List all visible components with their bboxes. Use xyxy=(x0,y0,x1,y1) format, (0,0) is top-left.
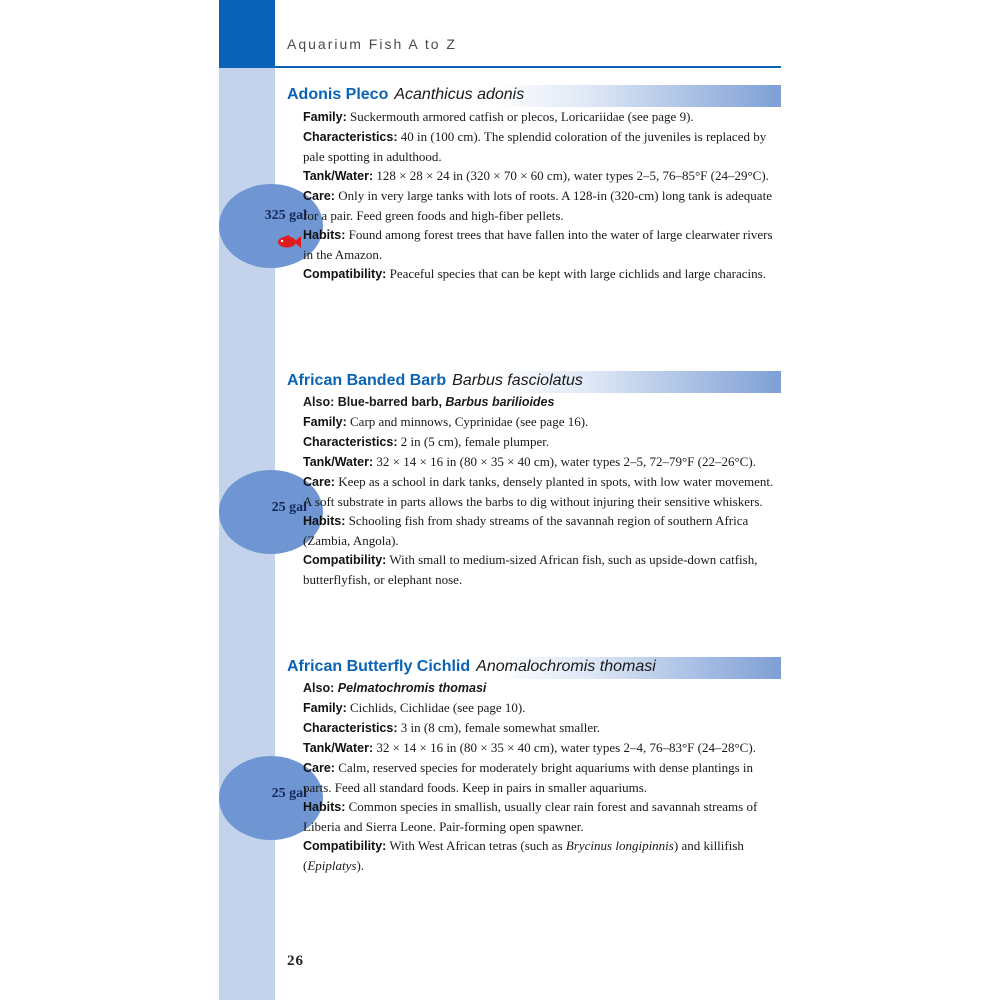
running-head: Aquarium Fish A to Z xyxy=(287,36,457,52)
header-rule xyxy=(219,66,781,68)
compatibility-line xyxy=(303,550,781,589)
habits-label: Habits: xyxy=(303,800,346,814)
family-line xyxy=(303,107,781,127)
characteristics-line xyxy=(303,718,781,738)
characteristics-line xyxy=(303,432,781,452)
compatibility-text: With West African tetras (such as xyxy=(389,838,563,853)
care-text: Keep as a school in dark tanks, densely planted in spots, with low water movement. A soft substrate in parts allows the barbs to dig without injuring their sensitive whiskers. xyxy=(303,474,774,509)
tank-line xyxy=(303,166,781,186)
entry-title xyxy=(287,86,524,104)
compatibility-text: Peaceful species that can be kept with large cichlids and large characins. xyxy=(389,266,766,281)
characteristics-text: 3 in (8 cm), female somewhat smaller. xyxy=(400,720,601,735)
family-label: Family: xyxy=(303,415,347,429)
characteristics-line xyxy=(303,127,781,166)
habits-line xyxy=(303,511,781,550)
care-line xyxy=(303,472,781,511)
also-line xyxy=(303,393,781,412)
also-common-name: Blue-barred barb, xyxy=(337,395,442,409)
compatibility-line xyxy=(303,836,781,875)
compatibility-text: ) and killifish ( xyxy=(303,838,744,873)
entry-body xyxy=(303,679,781,875)
compatibility-line xyxy=(303,264,781,284)
family-label: Family: xyxy=(303,110,347,124)
family-line xyxy=(303,698,781,718)
care-label: Care: xyxy=(303,761,335,775)
compatibility-text: ). xyxy=(356,858,365,873)
header-color-block xyxy=(219,0,275,68)
common-name: African Butterfly Cichlid xyxy=(287,658,471,675)
scientific-name: Acanthicus adonis xyxy=(394,86,525,103)
tank-size-label: 325 gal xyxy=(264,208,307,223)
tank-label: Tank/Water: xyxy=(303,741,374,755)
also-label: Also: xyxy=(303,395,335,409)
entry-title-bar xyxy=(287,85,781,107)
tank-label: Tank/Water: xyxy=(303,455,374,469)
care-label: Care: xyxy=(303,475,335,489)
habits-text: Found among forest trees that have fallen into the water of large clearwater rivers in the Amazon. xyxy=(303,227,773,262)
tank-text: 32 × 14 × 16 in (80 × 35 × 40 cm), water types 2–5, 72–79°F (22–26°C). xyxy=(376,454,756,469)
entry-body xyxy=(303,107,781,284)
fish-entry xyxy=(287,85,781,284)
characteristics-text: 2 in (5 cm), female plumper. xyxy=(400,434,550,449)
family-text: Suckermouth armored catfish or plecos, Loricariidae (see page 9). xyxy=(350,109,694,124)
tank-size-label: 25 gal xyxy=(271,786,307,801)
care-line xyxy=(303,186,781,225)
characteristics-label: Characteristics: xyxy=(303,721,398,735)
scientific-name: Barbus fasciolatus xyxy=(452,372,583,389)
entry-title-bar xyxy=(287,657,781,679)
fish-entry xyxy=(287,657,781,875)
family-line xyxy=(303,412,781,432)
characteristics-label: Characteristics: xyxy=(303,435,398,449)
compatibility-text: With small to medium-sized African fish, such as upside-down catfish, butterflyfish, or elephant nose. xyxy=(303,552,758,587)
habits-text: Schooling fish from shady streams of the savannah region of southern Africa (Zambia, Angola). xyxy=(303,513,749,548)
family-label: Family: xyxy=(303,701,347,715)
entry-title xyxy=(287,658,656,676)
also-scientific-name: Pelmatochromis thomasi xyxy=(337,681,487,695)
habits-line xyxy=(303,225,781,264)
compatibility-scientific-name: Brycinus longipinnis xyxy=(565,838,674,853)
fish-entry xyxy=(287,371,781,589)
common-name: African Banded Barb xyxy=(287,372,447,389)
common-name: Adonis Pleco xyxy=(287,86,389,103)
also-scientific-name: Barbus barilioides xyxy=(445,395,555,409)
compatibility-label: Compatibility: xyxy=(303,839,387,853)
family-text: Carp and minnows, Cyprinidae (see page 16). xyxy=(350,414,589,429)
compatibility-label: Compatibility: xyxy=(303,267,387,281)
entry-title xyxy=(287,372,583,390)
characteristics-text: 40 in (100 cm). The splendid coloration of the juveniles is replaced by pale spotting in adulthood. xyxy=(303,129,767,164)
habits-text: Common species in smallish, usually clear rain forest and savannah streams of Liberia and Sierra Leone. Pair-forming open spawner. xyxy=(303,799,758,834)
care-line xyxy=(303,758,781,797)
tank-text: 32 × 14 × 16 in (80 × 35 × 40 cm), water types 2–4, 76–83°F (24–28°C). xyxy=(376,740,756,755)
also-label: Also: xyxy=(303,681,335,695)
also-line xyxy=(303,679,781,698)
tank-line xyxy=(303,738,781,758)
page-number: 26 xyxy=(287,953,304,969)
tank-line xyxy=(303,452,781,472)
entry-body xyxy=(303,393,781,589)
habits-label: Habits: xyxy=(303,228,346,242)
characteristics-label: Characteristics: xyxy=(303,130,398,144)
tank-label: Tank/Water: xyxy=(303,169,374,183)
compatibility-scientific-name: Epiplatys xyxy=(307,858,357,873)
care-label: Care: xyxy=(303,189,335,203)
entry-title-bar xyxy=(287,371,781,393)
family-text: Cichlids, Cichlidae (see page 10). xyxy=(350,700,526,715)
care-text: Only in very large tanks with lots of roots. A 128-in (320-cm) long tank is adequate for a pair. Feed green foods and high-fiber pellets. xyxy=(303,188,772,223)
care-text: Calm, reserved species for moderately bright aquariums with dense plantings in parts. Feed all standard foods. Keep in pairs in smaller aquariums. xyxy=(303,760,754,795)
habits-line xyxy=(303,797,781,836)
compatibility-label: Compatibility: xyxy=(303,553,387,567)
tank-size-label: 25 gal xyxy=(271,500,307,515)
habits-label: Habits: xyxy=(303,514,346,528)
scientific-name: Anomalochromis thomasi xyxy=(476,658,656,675)
tank-text: 128 × 28 × 24 in (320 × 70 × 60 cm), water types 2–5, 76–85°F (24–29°C). xyxy=(376,168,769,183)
